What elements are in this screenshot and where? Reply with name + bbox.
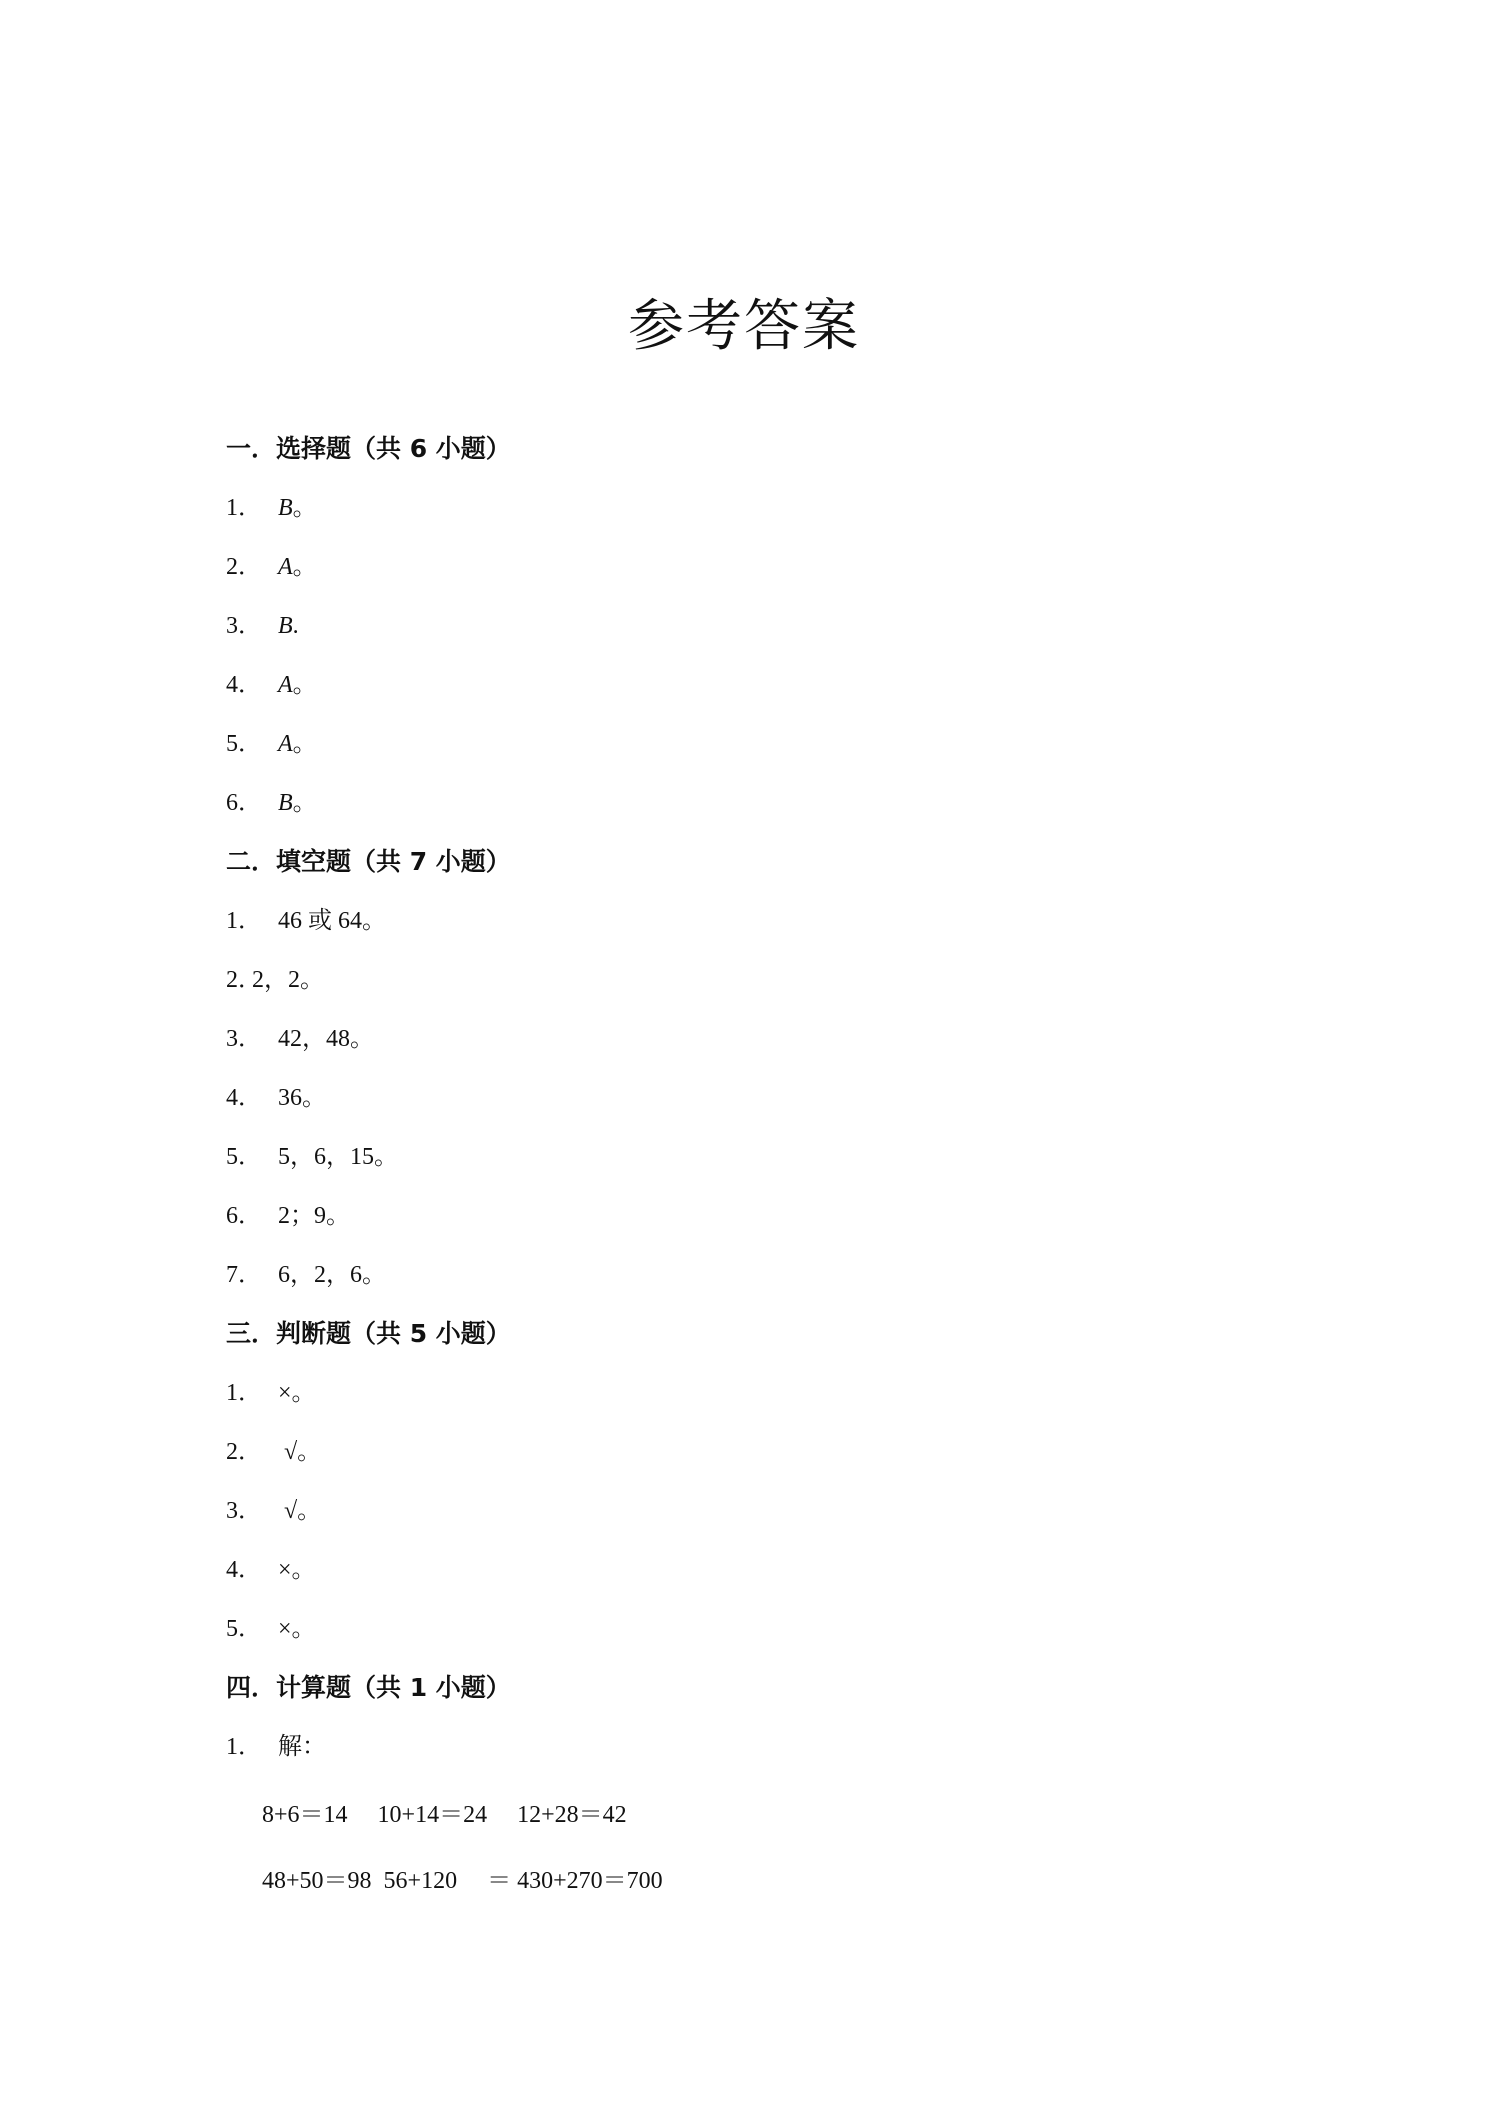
answer-item	[226, 1193, 1326, 1252]
item-number: 1．	[226, 1380, 262, 1406]
calculation-line: 48+50＝98 56+120 ＝ 430+270＝700	[262, 1868, 663, 1894]
section-calculation	[226, 1665, 1326, 1919]
calculation-block	[226, 1787, 1326, 1919]
page-title: 参考答案	[628, 294, 860, 359]
answer-text: 5，6，15。	[278, 1144, 398, 1170]
item-number: 5．	[226, 1616, 262, 1642]
answer-item	[226, 1488, 1326, 1547]
answer-item	[226, 485, 1326, 544]
answer-text: 46 或 64。	[278, 908, 386, 934]
calculation-line: 8+6＝14 10+14＝24 12+28＝42	[262, 1802, 627, 1828]
answer-item	[226, 1606, 1326, 1665]
answer-item	[226, 662, 1326, 721]
item-number: 4．	[226, 1085, 262, 1111]
item-number: 1．	[226, 908, 262, 934]
answer-mark: 。	[292, 554, 317, 580]
item-number: 6．	[226, 790, 262, 816]
item-number: 3．	[226, 613, 262, 639]
answer-text: √。	[278, 1439, 322, 1465]
section-true-false	[226, 1311, 1326, 1665]
answer-text: 36。	[278, 1085, 326, 1111]
answer-item	[226, 1252, 1326, 1311]
answer-item	[226, 1370, 1326, 1429]
answer-text: 42，48。	[278, 1026, 374, 1052]
answer-letter: B	[278, 790, 293, 816]
answer-mark: .	[292, 613, 299, 639]
item-number: 5．	[226, 1144, 262, 1170]
answer-mark: 。	[292, 495, 317, 521]
item-number: 3．	[226, 1026, 262, 1052]
answer-item	[226, 1134, 1326, 1193]
answer-item	[226, 544, 1326, 603]
answer-letter: A	[278, 672, 293, 698]
section-heading: 二．填空题（共 7 小题）	[226, 847, 511, 876]
section-heading: 四．计算题（共 1 小题）	[226, 1673, 511, 1702]
item-number: 2．	[226, 967, 262, 993]
answer-text: √。	[278, 1498, 322, 1524]
item-number: 5．	[226, 731, 262, 757]
answer-item	[226, 957, 1326, 1016]
answer-item	[226, 1429, 1326, 1488]
answer-mark: 。	[292, 790, 317, 816]
answer-item	[226, 1724, 1326, 1783]
answer-content	[226, 426, 1326, 1919]
item-number: 7．	[226, 1262, 262, 1288]
answer-letter: B	[278, 495, 293, 521]
item-number: 2．	[226, 554, 262, 580]
item-number: 4．	[226, 672, 262, 698]
section-multiple-choice	[226, 426, 1326, 839]
answer-item	[226, 721, 1326, 780]
section-heading: 一．选择题（共 6 小题）	[226, 434, 511, 463]
answer-text: ×。	[278, 1380, 316, 1406]
answer-mark: 。	[292, 731, 317, 757]
answer-item	[226, 898, 1326, 957]
answer-text: ×。	[278, 1616, 316, 1642]
item-number: 1．	[226, 495, 262, 521]
item-number: 4．	[226, 1557, 262, 1583]
item-number: 2．	[226, 1439, 262, 1465]
answer-mark: 。	[292, 672, 317, 698]
answer-text: 解：	[278, 1734, 326, 1760]
answer-item	[226, 603, 1326, 662]
answer-text: 2；9。	[278, 1203, 350, 1229]
answer-item	[226, 1016, 1326, 1075]
answer-item	[226, 1547, 1326, 1606]
item-number: 3．	[226, 1498, 262, 1524]
answer-item	[226, 780, 1326, 839]
answer-letter: A	[278, 731, 293, 757]
section-heading: 三．判断题（共 5 小题）	[226, 1319, 511, 1348]
section-fill-blank	[226, 839, 1326, 1311]
answer-text: ×。	[278, 1557, 316, 1583]
answer-letter: B	[278, 613, 293, 639]
item-number: 6．	[226, 1203, 262, 1229]
answer-text: 6，2，6。	[278, 1262, 386, 1288]
answer-item	[226, 1075, 1326, 1134]
answer-letter: A	[278, 554, 293, 580]
item-number: 1．	[226, 1734, 262, 1760]
answer-text: 2，2。	[252, 967, 324, 993]
